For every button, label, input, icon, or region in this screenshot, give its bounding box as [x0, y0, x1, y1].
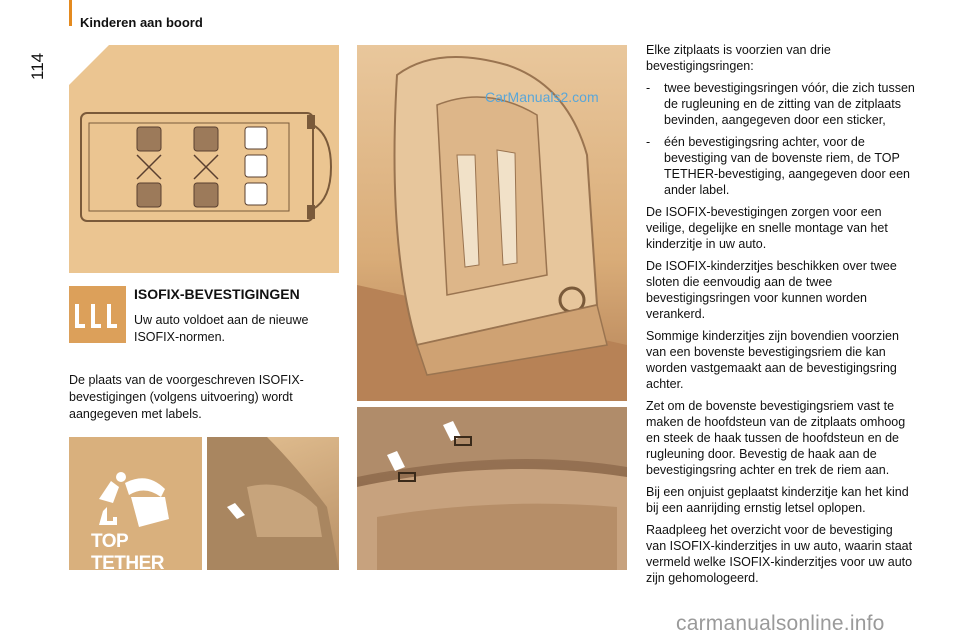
isofix-seats-icon [69, 286, 126, 343]
list-item [646, 134, 916, 198]
isofix-intro-text: Uw auto voldoet aan de nieuwe ISOFIX-normen. [134, 313, 309, 344]
bullet-marker: - [646, 135, 651, 149]
watermark-bottom: carmanualsonline.info [676, 612, 885, 635]
paragraph: Elke zitplaats is voorzien van drie bevestigingsringen: [646, 43, 831, 73]
paragraph: Zet om de bovenste bevestigingsriem vast te maken de hoofdsteun van de zitplaats omhoog en steek de haak tussen de hoofdsteun en de rugleuning door. Bevestig de haak aan de bevestigingsring achter en trek de riem aan. [646, 399, 906, 477]
section-accent-bar [69, 0, 72, 26]
headrest-anchor-image [207, 437, 339, 570]
isofix-heading: ISOFIX-BEVESTIGINGEN [134, 286, 300, 302]
right-column-text [646, 42, 916, 592]
watermark-top: CarManuals2.com [485, 89, 599, 105]
paragraph: Bij een onjuist geplaatst kinderzitje kan het kind bij een aanrijding ernstig letsel oplopen. [646, 485, 909, 515]
paragraph: De ISOFIX-bevestigingen zorgen voor een veilige, degelijke en snelle montage van het kinderzitje in uw auto. [646, 205, 888, 251]
list-item [646, 80, 916, 128]
top-tether-label-image [69, 437, 202, 570]
van-seat-layout-diagram [69, 45, 339, 273]
paragraph: Sommige kinderzitjes zijn bovendien voorzien van een bovenste bevestigingsriem die kan worden vastgemaakt aan de bevestigingsring achter. [646, 329, 899, 391]
list-item-text: twee bevestigingsringen vóór, die zich tussen de rugleuning en de zitting van de zitplaats bevinden, aangegeven door een sticker, [664, 81, 915, 127]
paragraph: De ISOFIX-kinderzitjes beschikken over twee sloten die eenvoudig aan de twee bevestigingsringen voor kunnen worden verankerd. [646, 259, 897, 321]
bullet-marker: - [646, 81, 651, 95]
list-item-text: één bevestigingsring achter, voor de bevestiging van de bovenste riem, de TOP TETHER-bevestiging, aangegeven door een ander label. [664, 135, 910, 197]
paragraph: Raadpleeg het overzicht voor de bevestiging van ISOFIX-kinderzitjes in uw auto, waarin staat vermeld welke ISOFIX-kinderzitjes voor uw auto zijn gehomologeerd. [646, 523, 913, 585]
seat-isofix-anchors-image [357, 407, 627, 570]
section-title: Kinderen aan boord [80, 15, 203, 30]
top-tether-label: TOP TETHER [91, 531, 164, 570]
page-number: 114 [28, 52, 47, 80]
labels-text: De plaats van de voorgeschreven ISOFIX-bevestigingen (volgens uitvoering) wordt aangegeven met labels. [69, 373, 304, 421]
